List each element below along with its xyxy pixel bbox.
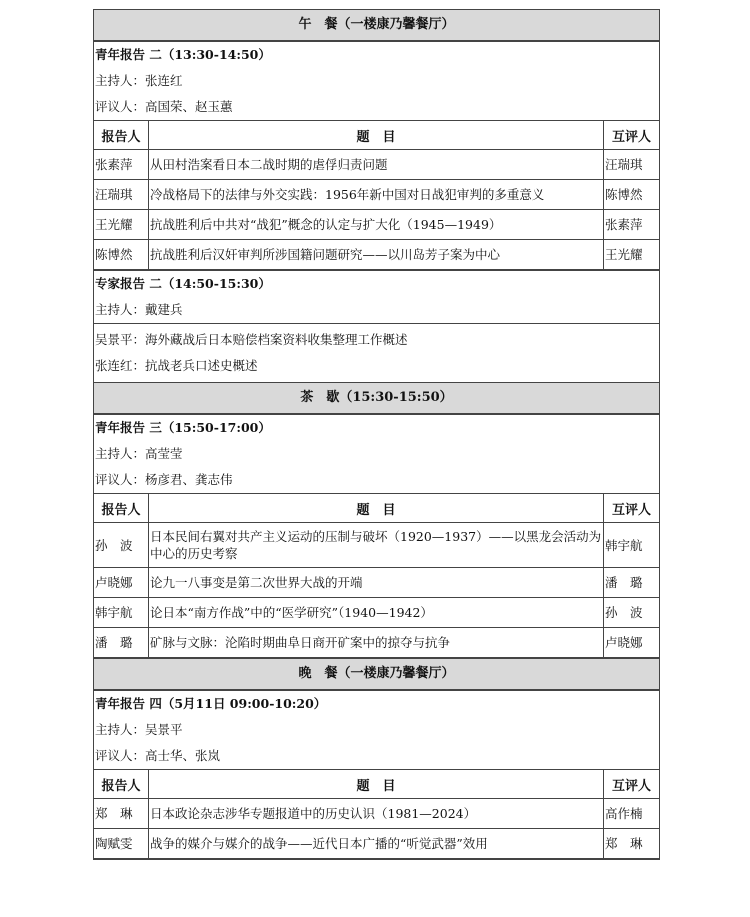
expert-talk: 吴景平：海外藏战后日本赔偿档案资料收集整理工作概述	[95, 332, 408, 347]
tea-break-band: 茶 歇（15:30-15:50）	[94, 383, 659, 414]
topic-cell: 抗战胜利后中共对“战犯”概念的认定与扩大化（1945—1949）	[149, 210, 604, 240]
expert-report-2-section	[93, 271, 660, 383]
header-reporter: 报告人	[94, 494, 149, 523]
table-row	[94, 523, 659, 568]
report-table	[94, 494, 659, 658]
table-row	[94, 150, 659, 180]
expert-talks	[94, 324, 659, 382]
peer-cell: 郑 琳	[604, 829, 660, 859]
session-info	[94, 691, 659, 770]
peer-cell: 陈博然	[604, 180, 660, 210]
topic-cell: 冷战格局下的法律与外交实践：1956年新中国对日战犯审判的多重意义	[149, 180, 604, 210]
table-row	[94, 568, 659, 598]
reporter-cell: 卢晓娜	[94, 568, 149, 598]
session-title: 青年报告 二（13:30-14:50）	[95, 47, 271, 62]
table-header-row	[94, 770, 659, 799]
header-reporter: 报告人	[94, 770, 149, 799]
header-peer: 互评人	[604, 770, 660, 799]
reporter-cell: 韩宇航	[94, 598, 149, 628]
youth-report-2-section	[93, 42, 660, 271]
expert-title: 专家报告 二（14:50-15:30）	[95, 276, 271, 291]
expert-info	[94, 271, 659, 324]
session-title: 青年报告 三（15:50-17:00）	[95, 420, 271, 435]
topic-cell: 日本政论杂志涉华专题报道中的历史认识（1981—2024）	[149, 799, 604, 829]
reporter-cell: 王光耀	[94, 210, 149, 240]
youth-report-3-section	[93, 415, 660, 659]
header-topic: 题 目	[149, 770, 604, 799]
peer-cell: 高作楠	[604, 799, 660, 829]
lunch-band-section	[93, 9, 660, 42]
session-title: 青年报告 四（5月11日 09:00-10:20）	[95, 696, 327, 711]
session-host: 主持人：高莹莹	[95, 446, 183, 461]
schedule-document	[93, 9, 660, 860]
table-row	[94, 240, 659, 270]
reporter-cell: 陈博然	[94, 240, 149, 270]
table-row	[94, 628, 659, 658]
topic-cell: 抗战胜利后汉奸审判所涉国籍问题研究——以川岛芳子案为中心	[149, 240, 604, 270]
youth-report-4-section	[93, 691, 660, 860]
header-peer: 互评人	[604, 121, 660, 150]
topic-cell: 战争的媒介与媒介的战争——近代日本广播的“听觉武器”效用	[149, 829, 604, 859]
topic-cell: 矿脉与文脉：沦陷时期曲阜日商开矿案中的掠夺与抗争	[149, 628, 604, 658]
report-table	[94, 770, 659, 859]
session-host: 主持人：张连红	[95, 73, 183, 88]
peer-cell: 张素萍	[604, 210, 660, 240]
table-header-row	[94, 121, 659, 150]
table-row	[94, 829, 659, 859]
peer-cell: 孙 波	[604, 598, 660, 628]
peer-cell: 韩宇航	[604, 523, 660, 568]
dinner-band-section	[93, 659, 660, 691]
topic-cell: 论日本“南方作战”中的“医学研究”（1940—1942）	[149, 598, 604, 628]
table-row	[94, 180, 659, 210]
topic-cell: 日本民间右翼对共产主义运动的压制与破坏（1920—1937）——以黑龙会活动为中心的历史考察	[149, 523, 604, 568]
table-row	[94, 210, 659, 240]
reporter-cell: 张素萍	[94, 150, 149, 180]
session-reviewer: 评议人：杨彦君、龚志伟	[95, 472, 233, 487]
table-header-row	[94, 494, 659, 523]
session-host: 主持人：吴景平	[95, 722, 183, 737]
peer-cell: 卢晓娜	[604, 628, 660, 658]
tea-break-band-section	[93, 383, 660, 415]
header-topic: 题 目	[149, 121, 604, 150]
table-row	[94, 598, 659, 628]
peer-cell: 汪瑞琪	[604, 150, 660, 180]
reporter-cell: 汪瑞琪	[94, 180, 149, 210]
lunch-band: 午 餐（一楼康乃馨餐厅）	[94, 10, 659, 41]
topic-cell: 论九一八事变是第二次世界大战的开端	[149, 568, 604, 598]
reporter-cell: 陶赋雯	[94, 829, 149, 859]
peer-cell: 王光耀	[604, 240, 660, 270]
header-topic: 题 目	[149, 494, 604, 523]
reporter-cell: 郑 琳	[94, 799, 149, 829]
peer-cell: 潘 璐	[604, 568, 660, 598]
session-info	[94, 42, 659, 121]
session-info	[94, 415, 659, 494]
expert-host: 主持人：戴建兵	[95, 302, 183, 317]
session-reviewer: 评议人：高士华、张岚	[95, 748, 221, 763]
report-table	[94, 121, 659, 270]
header-peer: 互评人	[604, 494, 660, 523]
table-row	[94, 799, 659, 829]
dinner-band: 晚 餐（一楼康乃馨餐厅）	[94, 659, 659, 690]
topic-cell: 从田村浩案看日本二战时期的虐俘归责问题	[149, 150, 604, 180]
session-reviewer: 评议人：高国荣、赵玉蕙	[95, 99, 233, 114]
expert-talk: 张连红：抗战老兵口述史概述	[95, 358, 258, 373]
reporter-cell: 孙 波	[94, 523, 149, 568]
header-reporter: 报告人	[94, 121, 149, 150]
reporter-cell: 潘 璐	[94, 628, 149, 658]
